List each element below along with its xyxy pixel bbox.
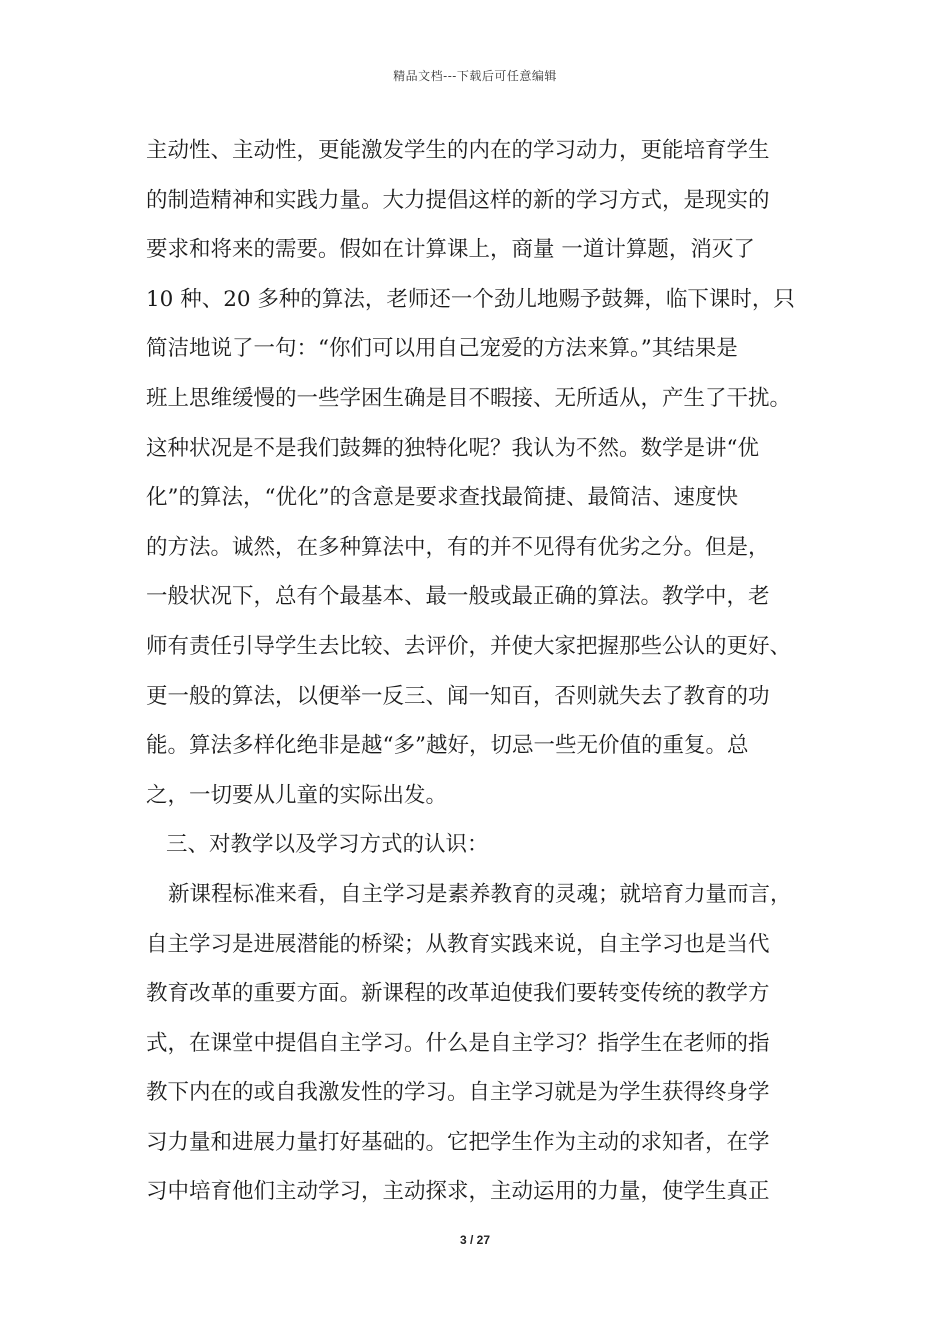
text-line: 式，在课堂中提倡自主学习。什么是自主学习？指学生在老师的指: [146, 1030, 770, 1056]
page-header: 精品文档---下载后可任意编辑: [393, 69, 557, 83]
text-line: 一般状况下，总有个最基本、最一般或最正确的算法。教学中，老: [146, 584, 770, 610]
page-number: 3 / 27: [459, 1233, 491, 1247]
text-line: 10 种、20 多种的算法，老师还一个劲儿地赐予鼓舞，临下课时，只: [146, 286, 795, 312]
text-line: 师有责任引导学生去比较、去评价，并使大家把握那些公认的更好、: [146, 633, 792, 659]
text-line: 新课程标准来看，自主学习是素养教育的灵魂；就培育力量而言，: [168, 881, 792, 907]
text-line: 的方法。诚然，在多种算法中，有的并不见得有优劣之分。但是，: [146, 534, 770, 560]
text-line: 简洁地说了一句：“你们可以用自己宠爱的方法来算。”其结果是: [146, 336, 738, 362]
section-heading: 三、对教学以及学习方式的认识：: [166, 832, 489, 858]
text-line: 能。算法多样化绝非是越“多”越好，切忌一些无价值的重复。总: [146, 733, 749, 759]
document-body: [146, 132, 826, 1223]
text-line: 自主学习是进展潜能的桥梁；从教育实践来说，自主学习也是当代: [146, 931, 770, 957]
text-line: 之，一切要从儿童的实际出发。: [146, 782, 448, 808]
text-line: 主动性、主动性，更能激发学生的内在的学习动力，更能培育学生: [146, 138, 770, 163]
text-line: 的制造精神和实践力量。大力提倡这样的新的学习方式，是现实的: [146, 187, 770, 213]
text-line: 习力量和进展力量打好基础的。它把学生作为主动的求知者，在学: [146, 1129, 770, 1155]
text-line: 教下内在的或自我激发性的学习。自主学习就是为学生获得终身学: [146, 1080, 770, 1106]
text-line: 更一般的算法，以便举一反三、闻一知百，否则就失去了教育的功: [146, 683, 770, 709]
text-line: 教育改革的重要方面。新课程的改革迫使我们要转变传统的教学方: [146, 981, 770, 1007]
text-line: 班上思维缓慢的一些学困生确是目不暇接、无所适从，产生了干扰。: [146, 385, 792, 411]
text-line: 这种状况是不是我们鼓舞的独特化呢？我认为不然。数学是讲“优: [146, 435, 759, 461]
text-line: 习中培育他们主动学习，主动探求，主动运用的力量，使学生真正: [146, 1179, 770, 1205]
text-line: 化”的算法，“优化”的含意是要求查找最简捷、最简洁、速度快: [146, 485, 738, 511]
text-line: 要求和将来的需要。假如在计算课上，商量 一道计算题，消灭了: [146, 237, 755, 263]
